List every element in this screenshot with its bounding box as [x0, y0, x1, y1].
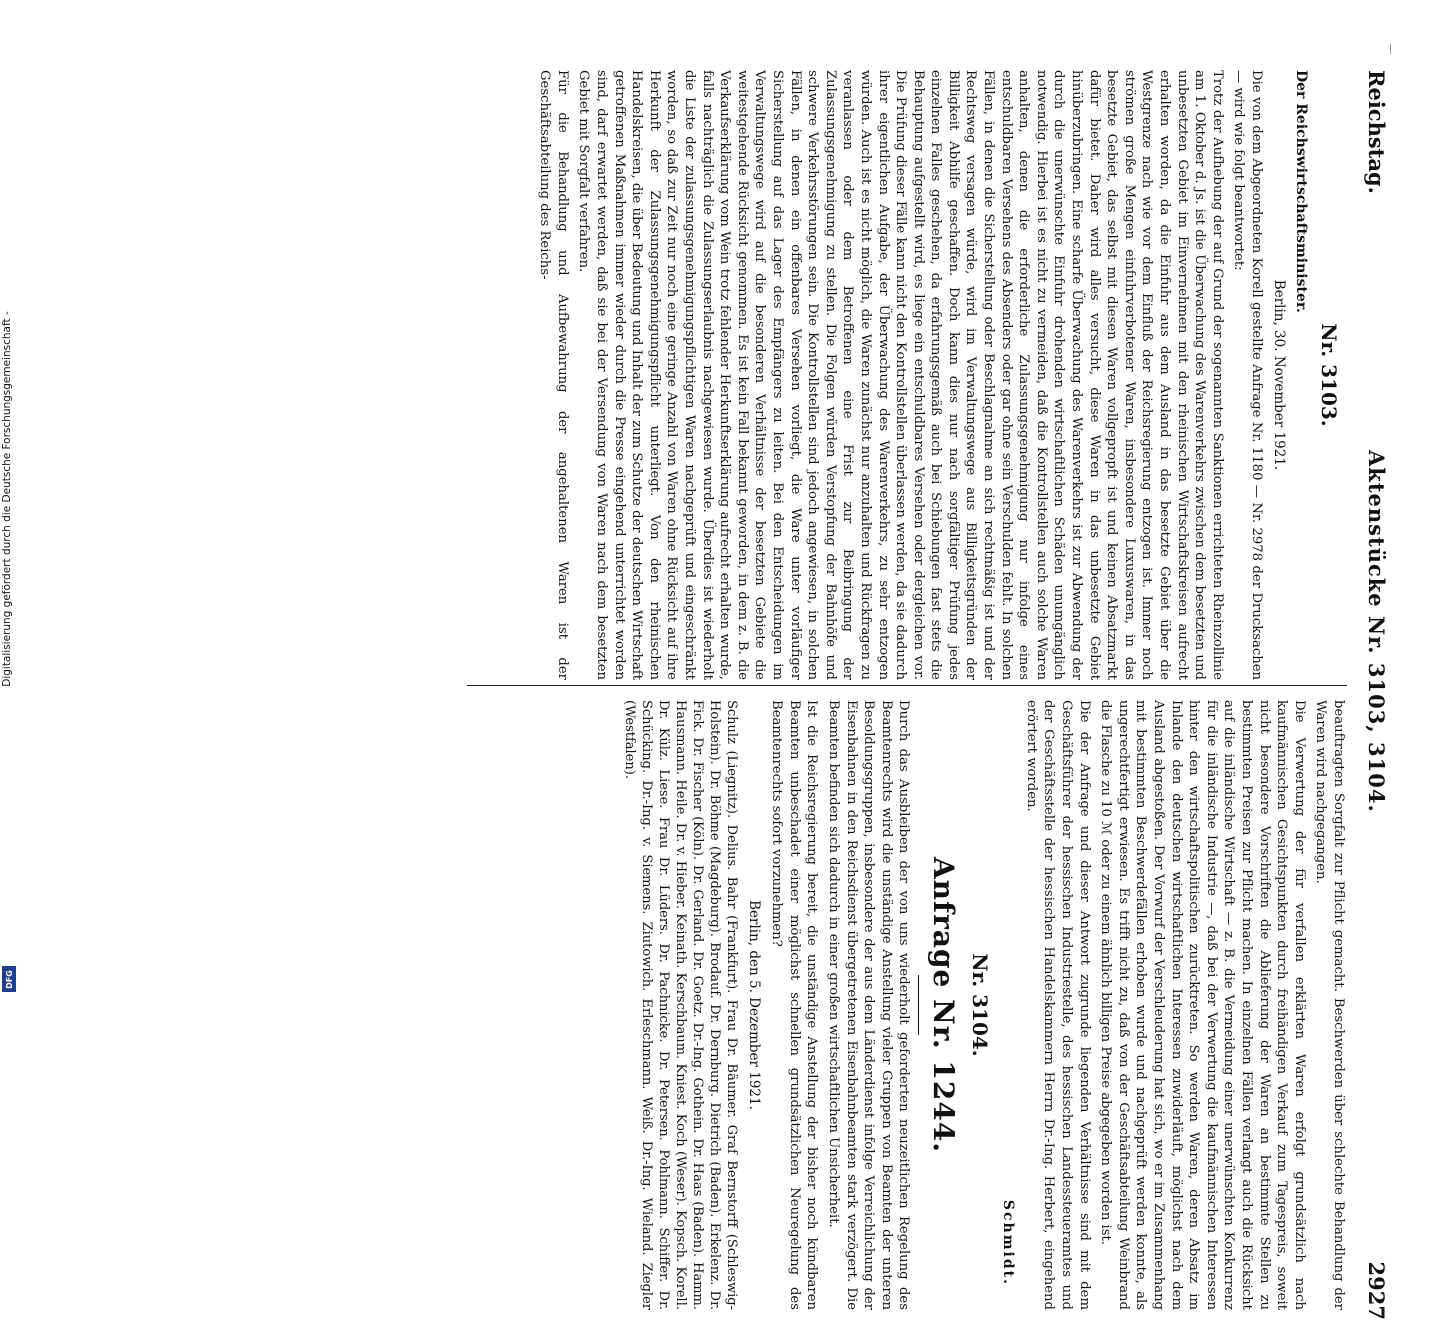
signature: Schmidt. [1000, 1199, 1017, 1286]
right-column [467, 700, 1347, 1310]
document-page [85, 30, 1395, 1320]
question-paragraph: Ist die Reichsregierung bereit, die unständige Anstellung der bisher noch kündbaren Beamten unbeschadet einer möglichst schnellen grundsätzlichen Neuregelung des Beamtenrechts sofort vorzunehmen? [769, 700, 820, 1310]
body-paragraph: Trotz der Aufhebung der auf Grund der sogenannten Sanktionen errichteten Rheinzollinie am 1. Oktober d. Js. ist die Überwachung des Warenverkehrs zwischen dem besetzten und unbesetzten Gebiet im Einvernehmen mit den rheinischen Wirtschaftskreisen aufrecht erhalten worden, da die Einfuhr aus dem Ausland in das besetzte Gebiet über die Westgrenze nach wie vor dem Einfluß der Reichsregierung entzogen ist. Immer noch strömen große Mengen einfuhrverbotener Waren, insbesondere Luxuswaren, in das besetzte Gebiet, das selbst mit diesen Waren vollgepropft ist und keinen Absatzmarkt dafür bietet. Daher wird alles versucht, diese Waren in das unbesetzte Gebiet hinüberzubringen. Eine scharfe Überwachung des Warenverkehrs ist zur Abwendung der durch die unerwünschte Einfuhr drohenden wirtschaftlichen Schäden unumgänglich notwendig. Hierbei ist es nicht zu vermeiden, daß die Kontrollstellen auch solche Waren anhalten, denen die erforderliche Zulassungsgenehmigung nur infolge eines entschuldbaren Versehens des Absenders oder gar ohne sein Verschulden fehlt. In solchen Fällen, in denen die Sicherstellung oder Beschlagnahme an sich rechtmäßig ist und der Rechtsweg versagen würde, wird im Verwaltungswege aus Billigkeitsgründen der Billigkeit Abhilfe geschaffen. Doch kann dies nur nach sorgfältiger Prüfung jedes einzelnen Falles geschehen, da erfahrungsgemäß auch bei Schiebungen fast stets die Behauptung aufgestellt wird, es liege ein entschuldbares Versehen oder dergleichen vor. Die Prüfung dieser Fälle kann nicht den Kontrollstellen überlassen werden, da sie dadurch ihrer eigentlichen Aufgabe, der Überwachung des Warenverkehrs, zu sehr entzogen würden. Auch ist es nicht möglich, die Waren zunächst nur anzuhalten und Rückfragen zu veranlassen oder dem Betroffenen eine Frist zur Beibringung der Zulassungsgenehmigung zu stellen. Die Folgen würden Verstopfung der Bahnhöfe und schwere Verkehrsstörungen sein. Die Kontrollstellen sind jedoch angewiesen, in solchen Fällen, in denen ein offenbares Versehen vorliegt, die Ware unter vorläufiger Sicherstellung auf das Lager des Empfängers zu leiten. Bei den Entscheidungen im Verwaltungswege wird auf die besonderen Verhältnisse der besetzten Gebiete die weitestgehende Rücksicht genommen. Es ist kein Fall bekannt geworden, in dem z. B. die Verkaufserklärung vom Wein trotz fehlender Herkunftserklärung aufrecht erhalten wurde, falls nachträglich die Zulassungserlaubnis nachgewiesen wurde. Überdies ist wiederholt die Liste der zulassungsgenehmigungspflichtigen Waren nachgeprüft und eingeschränkt worden, so daß zur Zeit nur noch eine geringe Anzahl von Waren ohne Rücksicht auf ihre Herkunft der Zulassungsgenehmigungspflicht unterliegt. Von den rheinischen Handelskreisen, die über Bedeutung und Inhalt der zum Schutze der deutschen Wirtschaft getroffenen Maßnahmen immer wieder durch die Presse eingehend unterrichtet worden sind, darf erwartet werden, daß sie bei der Versendung von Waren nach dem besetzten Gebiet mit Sorgfalt verfahren. [576, 70, 1225, 680]
dfg-logo-text: DFG [4, 969, 14, 989]
digitization-credit: Digitalisierung gefördert durch die Deutsche Forschungsgemeinschaft - [1, 311, 13, 687]
doc-title-3103: Nr. 3103. [1317, 323, 1341, 427]
question-paragraph: Durch das Ausbleiben der von uns wiederholt geforderten neuzeitlichen Regelung des Beamtenrechts wird die unständige Anstellung vieler Gruppen von Beamten der unteren Besoldungsgruppen, insbesondere der aus dem Länderdienst infolge Verreichlichung der Eisenbahnen in den Reichsdienst übergetretenen Eisenbahnbeamten stark verzögert. Die Beamten befinden sich dadurch in einer großen wirtschaftlichen Unsicherheit. [825, 700, 912, 1310]
body-paragraph: beauftragten Sorgfalt zur Pflicht gemacht. Beschwerden über schlechte Behandlung der Waren wird nachgegangen. [1313, 700, 1346, 1310]
running-header [1355, 30, 1395, 1340]
left-column [467, 70, 1347, 680]
header-left: Reichstag. [1364, 70, 1389, 194]
page-number: 2927 [1364, 1261, 1389, 1320]
signatories-list: Schulz (Liegnitz). Delius. Bahr (Frankfurt). Frau Dr. Bäumer. Graf Bernstorff (Schleswig-Holstein). Dr. Böhme (Magdeburg). Brodauf. Dr. Dernburg. Dietrich (Baden). Erkelenz. Dr. Fick. Dr. Fischer (Köln). Dr. Gerland. Dr. Goetz. Dr.-Ing. Gothein. Dr. Haas (Baden). Hamm. Hausmann. Heile. Dr. v. Hieber. Keinath. Kerschbaum. Kniest. Koch (Weser). Kopsch. Korell. Dr. Külz. Liese. Frau Dr. Lüders. Dr. Pachnicke. Dr. Petersen. Pohlmann. Schiffer. Dr. Schücking. Dr.-Ing. v. Siemens. Ziutowich. Erleschmann. Weiß. Dr.-Ing. Wieland. Ziegler (Westfalen). [621, 700, 739, 1310]
body-paragraph: Für die Behandlung und Aufbewahrung der angehaltenen Waren ist der Geschäftsabteilung des Reichs- [537, 70, 570, 680]
intro-paragraph: Die von dem Abgeordneten Korell gestellte Anfrage Nr. 1180 — Nr. 2978 der Drucksachen — wird wie folgt beantwortet: [1231, 70, 1264, 680]
title-rule [918, 975, 919, 1035]
header-center: Aktenstücke Nr. 3103, 3104. [1364, 450, 1389, 813]
doc-title-3104: Nr. 3104. [968, 953, 993, 1057]
digitization-credit-bar [0, 0, 18, 1000]
body-paragraph: Die der Anfrage und dieser Antwort zugrunde liegenden Verhältnisse sind mit dem Geschäftsführer der hessischen Industriestelle, des hessischen Landessteueramtes und der Geschäftsstelle der hessischen Handelskammern Herrn Dr.-Ing. Herbert, eingehend erörtert worden. [1023, 700, 1092, 1310]
column-divider [467, 685, 1347, 686]
body-paragraph: Die Verwertung der für verfallen erklärten Waren erfolgt grundsätzlich nach kaufmännischen Gesichtspunkten durch freihändigen Verkauf zum Tagespreis, soweit nicht besondere Vorschriften die Ablieferung der Waren an bestimmte Stellen zu bestimmten Preisen zur Pflicht machen. In einzelnen Fällen verlangt auch die Rücksicht auf die inländische Wirtschaft — z. B. die Vermeidung einer unerwünschten Konkurrenz für die inländische Industrie —, daß bei der Verwertung die kaufmännischen Interessen hinter den wirtschaftspolitischen zurücktreten. So werden Waren, deren Absatz im Inlande den deutschen wirtschaftlichen Interessen zuwiderläuft, möglichst nach dem Ausland abgestoßen. Der Vorwurf der Verschleuderung hat sich, wo er im Zusammenhang mit bestimmten Beschwerdefällen erhoben wurde und nachgeprüft werden konnte, als ungerechtfertigt erwiesen. Es trifft nicht zu, daß von der Geschäftsabteilung Weinbrand die Flasche zu 10 ℳ oder zu einem ähnlich billigen Preise abgegeben worden ist. [1098, 700, 1307, 1310]
dateline-3104: Berlin, den 5. Dezember 1921. [745, 900, 762, 1110]
margin-mark [1390, 44, 1391, 54]
anfrage-title: Anfrage Nr. 1244. [927, 856, 961, 1154]
dateline-3103: Berlin, 30. November 1921. [1271, 279, 1287, 471]
minister-heading: Der Reichswirtschaftsminister. [1293, 70, 1309, 313]
dfg-logo-icon[interactable] [2, 966, 16, 992]
